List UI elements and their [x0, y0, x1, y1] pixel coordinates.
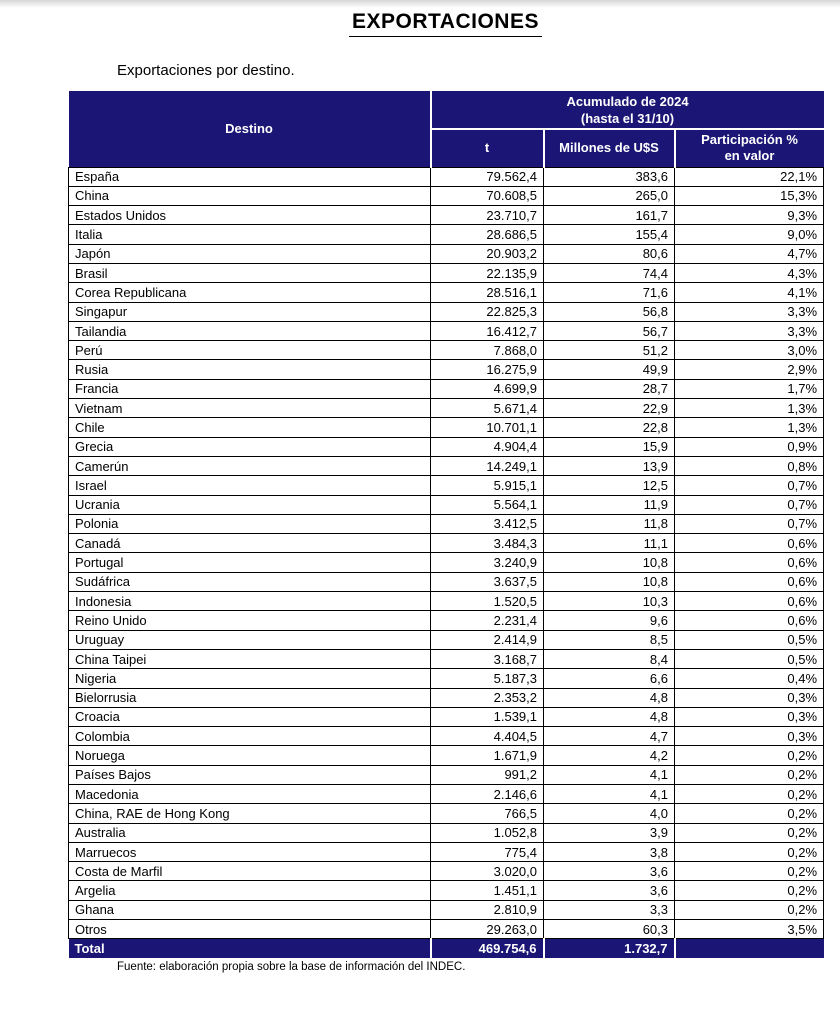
cell-tonnes: 16.412,7 — [431, 321, 544, 340]
cell-share: 0,4% — [675, 669, 824, 688]
cell-share: 0,2% — [675, 842, 824, 861]
table-row — [69, 553, 824, 572]
cell-usd: 155,4 — [544, 225, 675, 244]
table-row — [69, 862, 824, 881]
cell-destino: Australia — [69, 823, 431, 842]
table-caption: Exportaciones por destino. — [117, 62, 295, 79]
cell-destino: Macedonia — [69, 785, 431, 804]
cell-destino: Portugal — [69, 553, 431, 572]
cell-destino: Vietnam — [69, 399, 431, 418]
cell-destino: Otros — [69, 920, 431, 939]
cell-usd: 28,7 — [544, 379, 675, 398]
cell-destino: Francia — [69, 379, 431, 398]
cell-tonnes: 70.608,5 — [431, 186, 544, 205]
cell-tonnes: 5.187,3 — [431, 669, 544, 688]
cell-tonnes: 1.451,1 — [431, 881, 544, 900]
table-row — [69, 900, 824, 919]
table-row — [69, 206, 824, 225]
cell-share: 0,2% — [675, 862, 824, 881]
cell-share: 15,3% — [675, 186, 824, 205]
cell-usd: 22,8 — [544, 418, 675, 437]
cell-usd: 13,9 — [544, 456, 675, 475]
title-container — [68, 10, 823, 38]
cell-usd: 51,2 — [544, 341, 675, 360]
cell-destino: Nigeria — [69, 669, 431, 688]
cell-tonnes: 20.903,2 — [431, 244, 544, 263]
cell-share: 0,2% — [675, 765, 824, 784]
table-row — [69, 399, 824, 418]
cell-share: 0,3% — [675, 707, 824, 726]
cell-tonnes: 28.516,1 — [431, 283, 544, 302]
table-row — [69, 669, 824, 688]
cell-tonnes: 28.686,5 — [431, 225, 544, 244]
cell-destino: Grecia — [69, 437, 431, 456]
table-row — [69, 244, 824, 263]
total-label: Total — [69, 939, 431, 959]
source-note: Fuente: elaboración propia sobre la base de información del INDEC. — [117, 961, 466, 974]
cell-share: 0,3% — [675, 727, 824, 746]
table-row — [69, 572, 824, 591]
cell-share: 0,3% — [675, 688, 824, 707]
cell-tonnes: 2.146,6 — [431, 785, 544, 804]
cell-tonnes: 1.052,8 — [431, 823, 544, 842]
cell-destino: Sudáfrica — [69, 572, 431, 591]
table-row — [69, 785, 824, 804]
cell-share: 0,2% — [675, 804, 824, 823]
table-row — [69, 611, 824, 630]
page-content — [68, 10, 823, 973]
table-row — [69, 263, 824, 282]
table-row — [69, 495, 824, 514]
exports-by-destination-table — [68, 91, 824, 958]
cell-usd: 3,6 — [544, 862, 675, 881]
cell-destino: Noruega — [69, 746, 431, 765]
cell-usd: 3,9 — [544, 823, 675, 842]
table-row — [69, 765, 824, 784]
table-row — [69, 842, 824, 861]
table-row — [69, 456, 824, 475]
cell-share: 22,1% — [675, 167, 824, 186]
cell-tonnes: 7.868,0 — [431, 341, 544, 360]
cell-tonnes: 10.701,1 — [431, 418, 544, 437]
total-usd: 1.732,7 — [544, 939, 675, 959]
cell-tonnes: 22.135,9 — [431, 263, 544, 282]
cell-tonnes: 2.810,9 — [431, 900, 544, 919]
cell-usd: 3,3 — [544, 900, 675, 919]
total-share — [675, 939, 824, 959]
cell-tonnes: 1.671,9 — [431, 746, 544, 765]
cell-usd: 8,5 — [544, 630, 675, 649]
cell-destino: Indonesia — [69, 592, 431, 611]
header-row-group — [69, 91, 824, 129]
table-row — [69, 186, 824, 205]
cell-destino: Colombia — [69, 727, 431, 746]
cell-destino: Tailandia — [69, 321, 431, 340]
cell-share: 0,2% — [675, 881, 824, 900]
cell-usd: 12,5 — [544, 476, 675, 495]
cell-share: 3,5% — [675, 920, 824, 939]
cell-usd: 383,6 — [544, 167, 675, 186]
cell-destino: España — [69, 167, 431, 186]
cell-share: 3,3% — [675, 302, 824, 321]
cell-usd: 4,7 — [544, 727, 675, 746]
cell-usd: 4,0 — [544, 804, 675, 823]
cell-usd: 161,7 — [544, 206, 675, 225]
cell-destino: Ucrania — [69, 495, 431, 514]
cell-tonnes: 1.520,5 — [431, 592, 544, 611]
cell-usd: 11,8 — [544, 514, 675, 533]
cell-usd: 4,8 — [544, 688, 675, 707]
cell-share: 0,2% — [675, 746, 824, 765]
share-header-line2: en valor — [724, 148, 775, 164]
group-header-line1: Acumulado de 2024 — [566, 93, 689, 109]
table-header — [69, 91, 824, 167]
cell-tonnes: 766,5 — [431, 804, 544, 823]
cell-usd: 60,3 — [544, 920, 675, 939]
cell-destino: Israel — [69, 476, 431, 495]
cell-usd: 80,6 — [544, 244, 675, 263]
cell-usd: 56,8 — [544, 302, 675, 321]
table-row — [69, 341, 824, 360]
cell-share: 0,6% — [675, 592, 824, 611]
cell-destino: China — [69, 186, 431, 205]
cell-destino: Marruecos — [69, 842, 431, 861]
cell-tonnes: 991,2 — [431, 765, 544, 784]
table-row — [69, 514, 824, 533]
cell-usd: 4,1 — [544, 765, 675, 784]
cell-usd: 9,6 — [544, 611, 675, 630]
total-tonnes: 469.754,6 — [431, 939, 544, 959]
cell-usd: 4,8 — [544, 707, 675, 726]
table-row — [69, 476, 824, 495]
cell-share: 0,9% — [675, 437, 824, 456]
cell-usd: 4,1 — [544, 785, 675, 804]
cell-tonnes: 16.275,9 — [431, 360, 544, 379]
cell-destino: Bielorrusia — [69, 688, 431, 707]
cell-share: 0,2% — [675, 900, 824, 919]
cell-tonnes: 4.699,9 — [431, 379, 544, 398]
cell-tonnes: 5.671,4 — [431, 399, 544, 418]
cell-tonnes: 1.539,1 — [431, 707, 544, 726]
table-row — [69, 804, 824, 823]
table-body — [69, 167, 824, 939]
cell-share: 0,6% — [675, 611, 824, 630]
cell-destino: Singapur — [69, 302, 431, 321]
cell-share: 0,2% — [675, 823, 824, 842]
cell-usd: 3,8 — [544, 842, 675, 861]
cell-destino: China Taipei — [69, 649, 431, 668]
cell-destino: Estados Unidos — [69, 206, 431, 225]
cell-tonnes: 2.231,4 — [431, 611, 544, 630]
cell-share: 4,7% — [675, 244, 824, 263]
cell-share: 1,7% — [675, 379, 824, 398]
col-header-usd-millions: Millones de U$S — [544, 129, 675, 167]
table-row — [69, 418, 824, 437]
share-header-line1: Participación % — [701, 132, 798, 148]
table-row — [69, 630, 824, 649]
cell-destino: Ghana — [69, 900, 431, 919]
cell-tonnes: 23.710,7 — [431, 206, 544, 225]
table-row — [69, 360, 824, 379]
cell-tonnes: 14.249,1 — [431, 456, 544, 475]
cell-destino: Italia — [69, 225, 431, 244]
cell-share: 1,3% — [675, 399, 824, 418]
cell-share: 0,7% — [675, 476, 824, 495]
table-row — [69, 746, 824, 765]
cell-share: 0,6% — [675, 572, 824, 591]
cell-destino: China, RAE de Hong Kong — [69, 804, 431, 823]
cell-usd: 49,9 — [544, 360, 675, 379]
cell-destino: Países Bajos — [69, 765, 431, 784]
cell-share: 0,7% — [675, 495, 824, 514]
page-title: EXPORTACIONES — [349, 10, 542, 37]
col-header-tonnes: t — [431, 129, 544, 167]
cell-destino: Polonia — [69, 514, 431, 533]
table-row — [69, 727, 824, 746]
cell-destino: Canadá — [69, 534, 431, 553]
cell-tonnes: 775,4 — [431, 842, 544, 861]
cell-destino: Rusia — [69, 360, 431, 379]
cell-usd: 10,3 — [544, 592, 675, 611]
table-row — [69, 225, 824, 244]
cell-destino: Uruguay — [69, 630, 431, 649]
cell-usd: 11,1 — [544, 534, 675, 553]
cell-share: 4,1% — [675, 283, 824, 302]
cell-usd: 3,6 — [544, 881, 675, 900]
table-row — [69, 167, 824, 186]
table-row — [69, 592, 824, 611]
cell-tonnes: 79.562,4 — [431, 167, 544, 186]
cell-usd: 265,0 — [544, 186, 675, 205]
cell-tonnes: 3.168,7 — [431, 649, 544, 668]
cell-share: 9,3% — [675, 206, 824, 225]
cell-usd: 15,9 — [544, 437, 675, 456]
cell-usd: 4,2 — [544, 746, 675, 765]
cell-usd: 10,8 — [544, 553, 675, 572]
cell-destino: Croacia — [69, 707, 431, 726]
table-row — [69, 881, 824, 900]
cell-destino: Costa de Marfil — [69, 862, 431, 881]
table-row — [69, 649, 824, 668]
col-header-destino: Destino — [69, 91, 431, 167]
cell-share: 0,8% — [675, 456, 824, 475]
cell-destino: Japón — [69, 244, 431, 263]
table-row — [69, 437, 824, 456]
cell-tonnes: 5.564,1 — [431, 495, 544, 514]
cell-share: 4,3% — [675, 263, 824, 282]
cell-destino: Reino Unido — [69, 611, 431, 630]
table-row — [69, 920, 824, 939]
cell-share: 0,5% — [675, 649, 824, 668]
cell-destino: Perú — [69, 341, 431, 360]
table-row — [69, 707, 824, 726]
cell-tonnes: 4.904,4 — [431, 437, 544, 456]
cell-tonnes: 5.915,1 — [431, 476, 544, 495]
cell-usd: 11,9 — [544, 495, 675, 514]
cell-tonnes: 22.825,3 — [431, 302, 544, 321]
cell-destino: Camerún — [69, 456, 431, 475]
cell-tonnes: 3.240,9 — [431, 553, 544, 572]
col-header-share — [675, 129, 824, 167]
table-row — [69, 283, 824, 302]
page-top-shadow — [0, 0, 840, 8]
cell-tonnes: 3.637,5 — [431, 572, 544, 591]
cell-usd: 6,6 — [544, 669, 675, 688]
cell-usd: 56,7 — [544, 321, 675, 340]
cell-destino: Corea Republicana — [69, 283, 431, 302]
cell-tonnes: 2.353,2 — [431, 688, 544, 707]
cell-share: 0,7% — [675, 514, 824, 533]
cell-share: 1,3% — [675, 418, 824, 437]
cell-share: 0,2% — [675, 785, 824, 804]
cell-share: 9,0% — [675, 225, 824, 244]
cell-destino: Chile — [69, 418, 431, 437]
table-row — [69, 379, 824, 398]
cell-share: 0,6% — [675, 553, 824, 572]
table-row — [69, 302, 824, 321]
cell-tonnes: 4.404,5 — [431, 727, 544, 746]
col-header-accumulated-group — [431, 91, 824, 129]
table-row — [69, 688, 824, 707]
cell-share: 0,5% — [675, 630, 824, 649]
cell-tonnes: 3.412,5 — [431, 514, 544, 533]
cell-tonnes: 3.020,0 — [431, 862, 544, 881]
cell-share: 2,9% — [675, 360, 824, 379]
cell-usd: 10,8 — [544, 572, 675, 591]
table-row — [69, 823, 824, 842]
cell-destino: Argelia — [69, 881, 431, 900]
cell-usd: 71,6 — [544, 283, 675, 302]
cell-usd: 8,4 — [544, 649, 675, 668]
table-row — [69, 534, 824, 553]
table-footer — [69, 939, 824, 959]
cell-tonnes: 29.263,0 — [431, 920, 544, 939]
cell-share: 3,3% — [675, 321, 824, 340]
group-header-line2: (hasta el 31/10) — [580, 110, 675, 126]
cell-tonnes: 2.414,9 — [431, 630, 544, 649]
cell-tonnes: 3.484,3 — [431, 534, 544, 553]
cell-usd: 22,9 — [544, 399, 675, 418]
cell-share: 0,6% — [675, 534, 824, 553]
total-row — [69, 939, 824, 959]
table-row — [69, 321, 824, 340]
cell-share: 3,0% — [675, 341, 824, 360]
cell-destino: Brasil — [69, 263, 431, 282]
cell-usd: 74,4 — [544, 263, 675, 282]
